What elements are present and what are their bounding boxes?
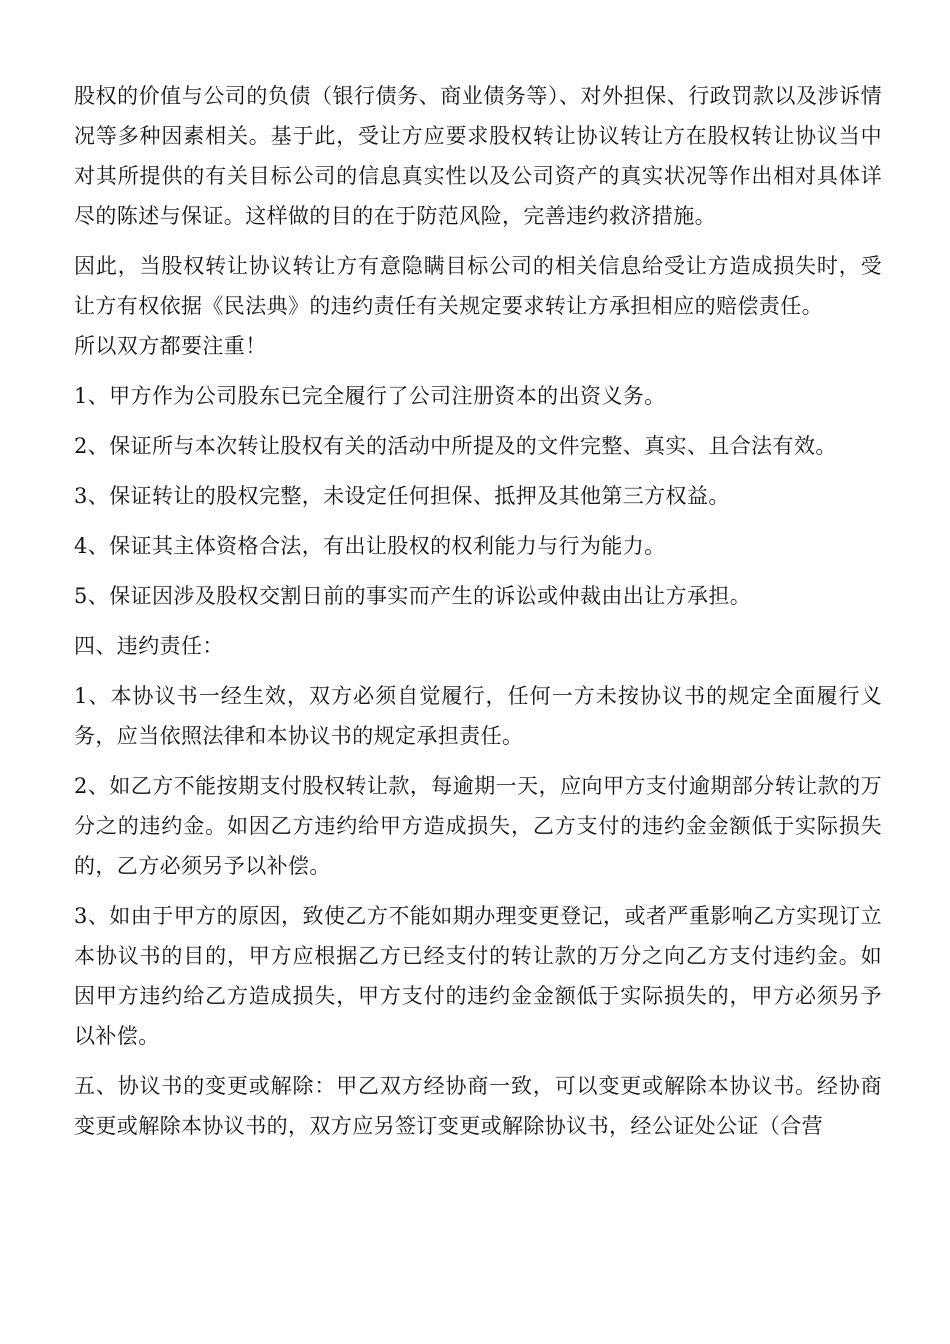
list-item-guarantee-4: 4、保证其主体资格合法，有出让股权的权利能力与行为能力。 <box>74 534 666 558</box>
list-item-guarantee-3: 3、保证转让的股权完整，未设定任何担保、抵押及其他第三方权益。 <box>74 484 730 508</box>
list-item-guarantee-1: 1、甲方作为公司股东已完全履行了公司注册资本的出资义务。 <box>74 384 666 408</box>
section-amendment: 五、协议书的变更或解除：甲乙双方经协商一致，可以变更或解除本协议书。经协商变更或解除本协议书的，双方应另签订变更或解除协议书，经公证处公证（合营 <box>74 1074 882 1138</box>
breach-clause-1: 1、本协议书一经生效，双方必须自觉履行，任何一方未按协议书的规定全面履行义务，应当依照法律和本协议书的规定承担责任。 <box>74 684 882 748</box>
list-item-guarantee-2: 2、保证所与本次转让股权有关的活动中所提及的文件完整、真实、且合法有效。 <box>74 434 837 458</box>
paragraph-concealment-liability: 因此，当股权转让协议转让方有意隐瞒目标公司的相关信息给受让方造成损失时，受让方有权依据《民法典》的违约责任有关规定要求转让方承担相应的赔偿责任。 <box>74 254 882 318</box>
section-heading-breach: 四、违约责任： <box>74 634 224 658</box>
paragraph-equity-value: 股权的价值与公司的负债（银行债务、商业债务等）、对外担保、行政罚款以及涉诉情况等多种因素相关。基于此，受让方应要求股权转让协议转让方在股权转让协议当中对其所提供的有关目标公司的信息真实性以及公司资产的真实状况等作出相对具体详尽的陈述与保证。这样做的目的在于防范风险，完善违约救济措施。 <box>74 84 882 228</box>
paragraph-attention-note: 所以双方都要注重！ <box>74 334 267 358</box>
document-page <box>74 76 882 1156</box>
breach-clause-2: 2、如乙方不能按期支付股权转让款，每逾期一天，应向甲方支付逾期部分转让款的万分之的违约金。如因乙方违约给甲方造成损失，乙方支付的违约金金额低于实际损失的，乙方必须另予以补偿。 <box>74 774 882 878</box>
list-item-guarantee-5: 5、保证因涉及股权交割日前的事实而产生的诉讼或仲裁由出让方承担。 <box>74 584 752 608</box>
breach-clause-3: 3、如由于甲方的原因，致使乙方不能如期办理变更登记，或者严重影响乙方实现订立本协议书的目的，甲方应根据乙方已经支付的转让款的万分之向乙方支付违约金。如因甲方违约给乙方造成损失，甲方支付的违约金金额低于实际损失的，甲方必须另予以补偿。 <box>74 904 882 1048</box>
